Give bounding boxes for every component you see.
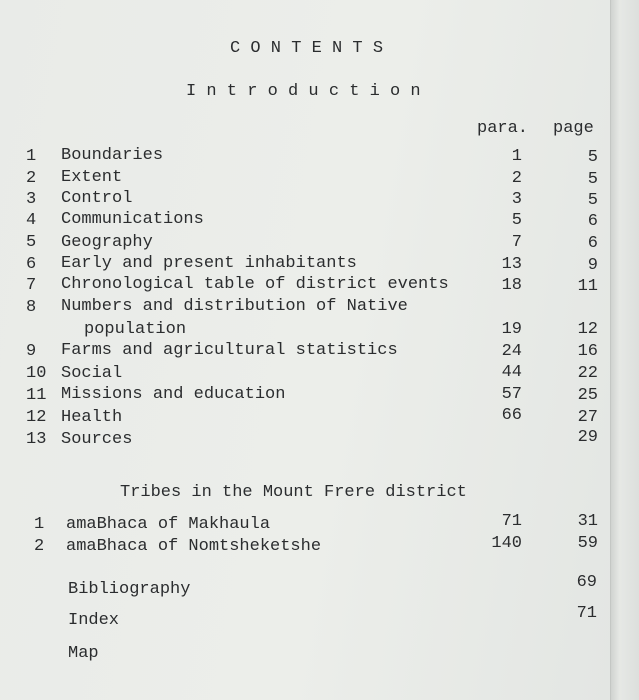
item-page: 59 <box>577 534 598 553</box>
map-label: Map <box>68 644 99 663</box>
item-label: amaBhaca of Makhaula <box>66 515 271 534</box>
item-number: 1 <box>26 147 37 166</box>
contents-title: C O N T E N T S <box>230 39 384 58</box>
item-number: 8 <box>26 298 37 317</box>
item-para: 19 <box>501 320 522 339</box>
item-label: Missions and education <box>61 385 286 404</box>
item-page: 22 <box>577 364 598 383</box>
item-number: 4 <box>26 211 37 230</box>
item-number: 1 <box>34 515 45 534</box>
item-label: Communications <box>61 210 204 229</box>
item-para: 24 <box>501 342 522 361</box>
item-para: 13 <box>501 255 522 274</box>
item-para: 66 <box>501 406 522 425</box>
item-para: 18 <box>501 276 522 295</box>
item-number: 5 <box>26 233 37 252</box>
item-label: Control <box>61 189 133 208</box>
item-page: 5 <box>587 148 598 167</box>
item-number: 6 <box>26 255 37 274</box>
item-para: 71 <box>501 512 522 531</box>
item-page: 16 <box>577 342 598 361</box>
item-page: 5 <box>587 191 598 210</box>
item-label: Health <box>61 408 123 427</box>
item-para: 3 <box>511 190 522 209</box>
item-number: 7 <box>26 276 37 295</box>
item-label-continued: population <box>84 320 187 339</box>
item-number: 9 <box>26 342 37 361</box>
item-para: 5 <box>511 211 522 230</box>
item-number: 13 <box>26 430 47 449</box>
item-page: 12 <box>577 320 598 339</box>
item-number: 12 <box>26 408 47 427</box>
item-para: 2 <box>511 169 522 188</box>
item-page: 11 <box>577 277 598 296</box>
item-page: 9 <box>587 256 598 275</box>
introduction-heading: I n t r o d u c t i o n <box>186 82 421 101</box>
page-column-header: page <box>553 119 594 138</box>
index-label: Index <box>68 611 120 630</box>
para-column-header: para. <box>477 119 529 138</box>
item-number: 2 <box>26 169 37 188</box>
bibliography-page: 69 <box>576 573 597 592</box>
item-label: Farms and agricultural statistics <box>61 341 398 360</box>
item-number: 11 <box>26 386 47 405</box>
item-para: 140 <box>491 534 522 553</box>
index-page: 71 <box>576 604 597 623</box>
item-page: 27 <box>577 408 598 427</box>
item-page: 6 <box>587 234 598 253</box>
item-page: 6 <box>587 212 598 231</box>
item-page: 29 <box>577 428 598 447</box>
item-page: 5 <box>587 170 598 189</box>
item-number: 2 <box>34 537 45 556</box>
bibliography-label: Bibliography <box>68 580 191 599</box>
item-para: 57 <box>501 385 522 404</box>
tribes-heading: Tribes in the Mount Frere district <box>120 483 467 502</box>
item-number: 3 <box>26 190 37 209</box>
item-number: 10 <box>26 364 47 383</box>
page-edge <box>610 0 639 700</box>
item-label: Numbers and distribution of Native <box>61 297 408 316</box>
item-label: amaBhaca of Nomtsheketshe <box>66 537 322 556</box>
item-page: 25 <box>577 386 598 405</box>
item-page: 31 <box>577 512 598 531</box>
item-label: Social <box>61 364 123 383</box>
item-para: 44 <box>501 363 522 382</box>
item-label: Geography <box>61 233 153 252</box>
item-label: Chronological table of district events <box>61 275 449 294</box>
item-label: Boundaries <box>61 146 164 165</box>
item-para: 1 <box>511 147 522 166</box>
item-label: Extent <box>61 168 123 187</box>
item-label: Early and present inhabitants <box>61 254 357 273</box>
item-para: 7 <box>511 233 522 252</box>
item-label: Sources <box>61 430 133 449</box>
